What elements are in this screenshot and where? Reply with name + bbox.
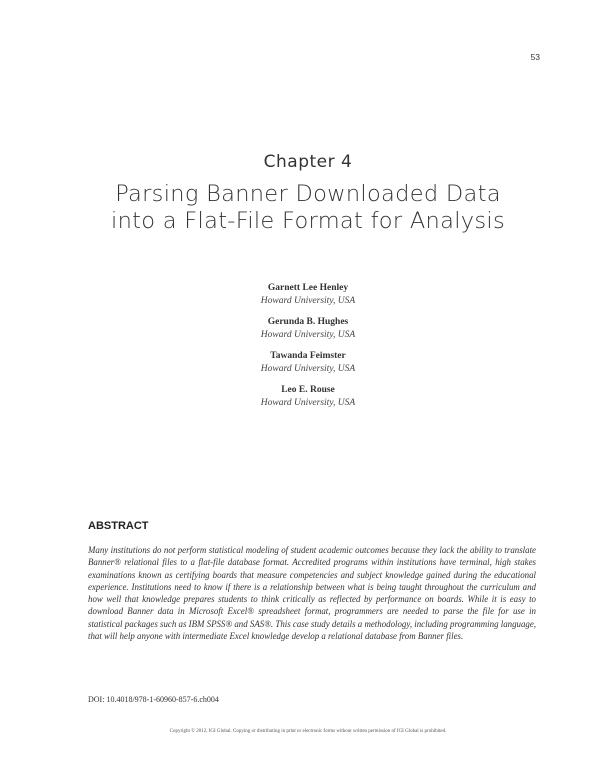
author-block: [0, 384, 600, 409]
author-list: [0, 282, 600, 418]
page-number: 53: [530, 52, 540, 62]
copyright-notice: Copyright © 2012, IGI Global. Copying or distributing in print or electronic forms without written permission of IGI Global is prohibited.: [169, 729, 447, 734]
author-affiliation: Howard University, USA: [260, 397, 356, 408]
author-affiliation: Howard University, USA: [260, 329, 356, 340]
author-name: Tawanda Feimster: [270, 351, 346, 361]
abstract-body: Many institutions do not perform statistical modeling of student academic outcomes because they lack the ability to translate Banner® relational files to a flat-file database format. Accredited programs within institutions have terminal, high stakes examinations known as certifying boards that measure competencies and subject knowledge gained during the educational experience. Institutions need to know if there is a relationship between what is being taught throughout the curriculum and how well that knowledge prepares students to think critically as reflected by performance on boards. While it is easy to download Banner data in Microsoft Excel® spreadsheet format, programmers are needed to parse the file for use in statistical packages such as IBM SPSS® and SAS®. This case study details a methodology, including programming language, that will help anyone with intermediate Excel knowledge develop a relational database from Banner files.: [88, 545, 536, 642]
author-block: [0, 282, 600, 307]
author-block: [0, 350, 600, 375]
chapter-title: Parsing Banner Downloaded Data into a Flat-File Format for Analysis: [111, 181, 505, 234]
author-affiliation: Howard University, USA: [260, 295, 356, 306]
chapter-label: Chapter 4: [263, 152, 353, 172]
abstract-heading: ABSTRACT: [88, 520, 149, 532]
author-name: Gerunda B. Hughes: [267, 317, 349, 327]
author-affiliation: Howard University, USA: [260, 363, 356, 374]
author-block: [0, 316, 600, 341]
author-name: Leo E. Rouse: [281, 385, 335, 395]
doi: DOI: 10.4018/978-1-60960-857-6.ch004: [88, 695, 219, 704]
author-name: Garnett Lee Henley: [267, 283, 349, 293]
